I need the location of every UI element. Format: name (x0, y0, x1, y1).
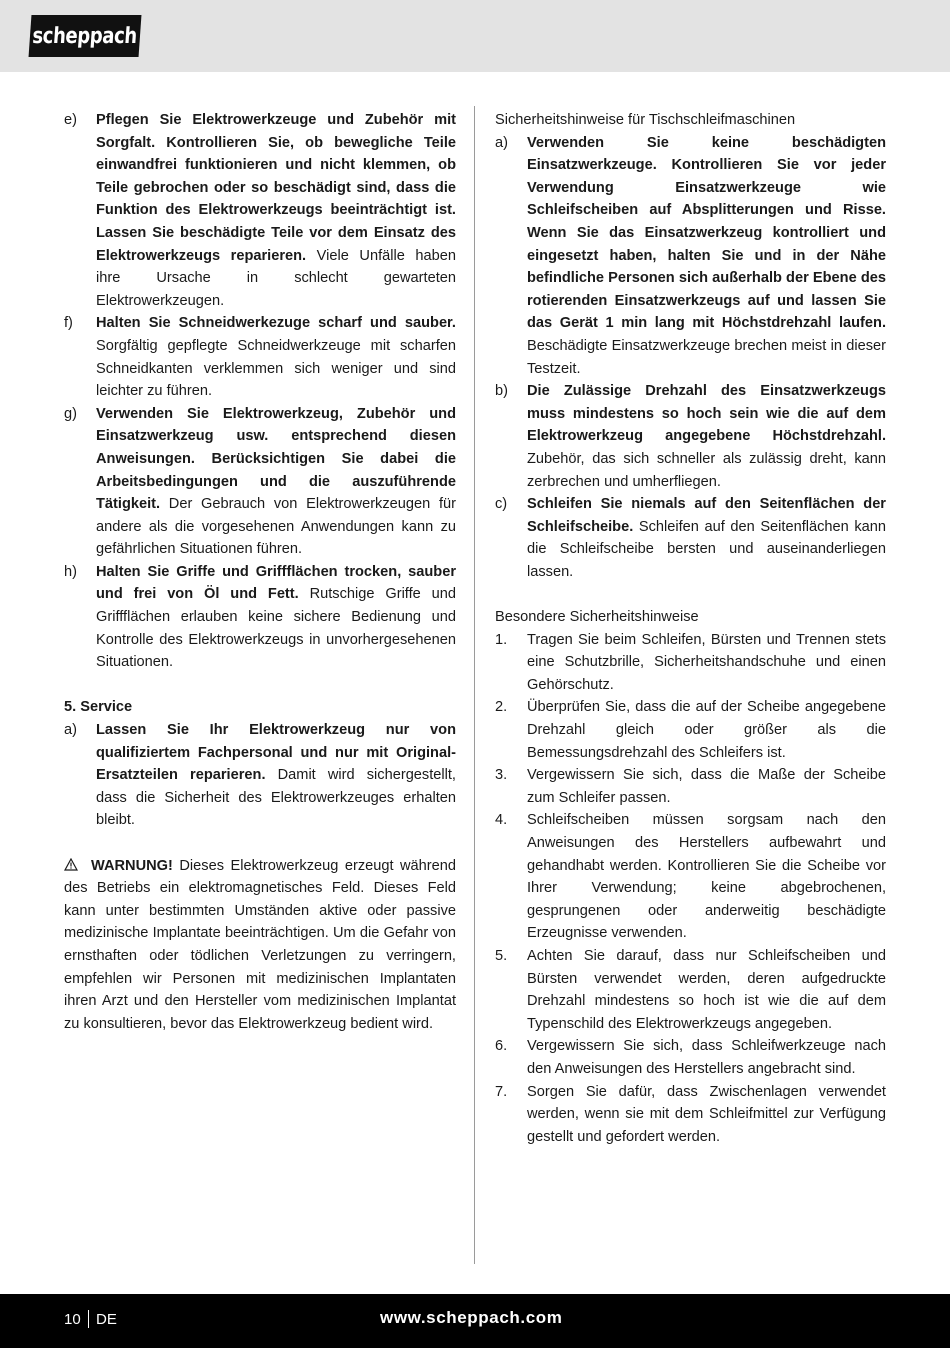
item-normal-text: Beschädigte Einsatzwerkzeuge brechen meist in dieser Testzeit. (527, 337, 886, 377)
item-normal-text: Zubehör, das sich schneller als zulässig dreht, kann zerbrechen und umherfliegen. (527, 450, 886, 490)
item-bold-text: Halten Sie Schneidwerkezuge scharf und sauber. (96, 315, 456, 332)
item-number: 6. (495, 1038, 508, 1055)
page-number: 10 (64, 1311, 81, 1328)
item-normal-text: Der Gebrauch von Elektrowerkzeugen für andere als die vorgesehenen Anwendungen kann zu gefährlichen Situationen führen. (96, 496, 456, 558)
item-text (527, 380, 886, 493)
item-normal-text: Viele Unfälle haben ihre Ursache in schlecht gewarteten Elektrowerkzeugen. (96, 247, 456, 309)
column-divider (474, 106, 475, 1264)
item-text: Schleifscheiben müssen sorgsam nach den Anweisungen des Herstellers aufbewahrt und gehandhabt werden. Kontrollieren Sie die Scheibe vor Ihrer Verwendung; keine abgebrochenen, gesprungenen oder anderweitig beschädigte Erzeugnisse verwenden. (527, 812, 886, 942)
item-bold-text: Schleifen Sie niemals auf den Seitenflächen der Schleifscheibe. (527, 496, 886, 535)
list-item-service-a (64, 719, 456, 832)
logo-text: scheppach (31, 23, 139, 49)
numbered-item-4 (495, 809, 886, 945)
section-heading-besondere: Besondere Sicherheitshinweise (495, 609, 699, 626)
list-item-h (64, 561, 456, 674)
item-text: Überprüfen Sie, dass die auf der Scheibe angegebene Drehzahl gleich oder größer als die Bemessungsdrehzahl des Schleifers ist. (527, 699, 886, 761)
item-normal-text: Damit wird sichergestellt, dass die Sicherheit des Elektrowerkzeuges erhalten bleibt. (96, 767, 456, 829)
item-bold-text: Lassen Sie Ihr Elektrowerkzeug nur von qualifiziertem Fachpersonal und nur mit Original-Ersatzteilen reparieren. (96, 722, 456, 784)
numbered-item-6 (495, 1035, 886, 1080)
footer-bar (0, 1294, 950, 1348)
brand-logo (29, 15, 142, 57)
right-column (495, 109, 886, 1148)
item-number: 3. (495, 767, 508, 784)
item-text: Vergewissern Sie sich, dass Schleifwerkzeuge nach den Anweisungen des Herstellers angebracht sind. (527, 1038, 886, 1077)
website-link[interactable]: www.scheppach.com (380, 1308, 563, 1327)
list-item-f (64, 312, 456, 402)
warning-triangle-icon (64, 858, 78, 871)
item-bold-text: Verwenden Sie Elektrowerkzeug, Zubehör und Einsatzwerkzeug usw. entsprechend diesen Anweisungen. Berücksichtigen Sie dabei die Arbeitsbedingungen und die auszuführende Tätigkeit. (96, 405, 456, 513)
numbered-item-7 (495, 1081, 886, 1149)
item-bold-text: Die Zulässige Drehzahl des Einsatzwerkzeugs muss mindestens so hoch sein wie die auf dem Elektrowerkzeug angegebene Höchstdrehzahl. (527, 383, 886, 445)
warning-label: WARNUNG! (91, 857, 173, 874)
item-number: 5. (495, 947, 508, 964)
item-label: h) (64, 563, 77, 580)
service-heading: 5. Service (64, 699, 133, 716)
item-normal-text: Rutschige Griffe und Griffflächen erlauben keine sichere Bedienung und Kontrolle des Elektrowerkzeugs in unvorhergesehenen Situationen. (96, 586, 456, 671)
item-label: b) (495, 383, 508, 400)
spacer (64, 674, 456, 697)
item-text: Vergewissern Sie sich, dass die Maße der Scheibe zum Schleifer passen. (527, 767, 886, 806)
item-text (96, 719, 456, 832)
item-bold-text: Halten Sie Griffe und Griffflächen trocken, sauber und frei von Öl und Fett. (96, 563, 456, 603)
numbered-item-3 (495, 764, 886, 809)
item-text (96, 561, 456, 674)
list-item-g (64, 403, 456, 561)
list-item-a (495, 132, 886, 381)
item-text (96, 403, 456, 561)
item-text (96, 109, 456, 312)
warning-text: Dieses Elektrowerkzeug erzeugt während des Betriebs ein elektromagnetisches Feld. Dieses Feld kann unter bestimmten Umständen aktive oder passive medizinische Implantate beeinträchtigen. Um die Gefahr von ernsthaften oder tödlichen Verletzungen zu verringern, empfehlen wir Personen mit medizinischen Implantaten ihren Arzt und den Hersteller vom medizinischen Implantat zu konsultieren, bevor das Elektrowerkzeug bedient wird. (64, 857, 456, 1032)
item-text (527, 493, 886, 583)
numbered-item-5 (495, 945, 886, 1035)
spacer (64, 832, 456, 855)
item-normal-text: Sorgfältig gepflegte Schneidwerkzeuge mit scharfen Schneidkanten verklemmen sich weniger und sind leichter zu führen. (96, 337, 456, 400)
item-text (96, 312, 456, 402)
header-bar (0, 0, 950, 72)
warning-paragraph (64, 855, 456, 1036)
item-text: Achten Sie darauf, dass nur Schleifscheiben und Bürsten verwendet werden, deren aufgedruckte Drehzahl mindestens so hoch ist wie die auf dem Typenschild des Elektrowerkzeugs angegeben. (527, 947, 886, 1032)
numbered-item-1 (495, 629, 886, 697)
section-heading-tischschleif: Sicherheitshinweise für Tischschleifmaschinen (495, 112, 796, 128)
item-bold-text: Pflegen Sie Elektrowerkzeuge und Zubehör mit Sorgfalt. Kontrollieren Sie, ob bewegliche Teile einwandfrei funktionieren und nicht klemmen, ob Teile gebrochen oder so beschädigt sind, dass die Funktion des Elektrowerkzeugs beeinträchtigt ist. Lassen Sie beschädigte Teile vor dem Einsatz des Elektrowerkzeugs reparieren. (96, 112, 456, 264)
item-text (527, 132, 886, 381)
numbered-item-2 (495, 696, 886, 764)
item-number: 1. (495, 631, 508, 648)
list-item-b (495, 380, 886, 493)
item-number: 7. (495, 1083, 508, 1100)
spacer (495, 583, 886, 606)
item-label: a) (495, 134, 508, 151)
footer-separator (88, 1310, 89, 1328)
item-label: g) (64, 405, 77, 422)
language-code: DE (96, 1311, 117, 1328)
item-normal-text: Schleifen auf den Seitenflächen kann die Schleifscheibe bersten und auseinanderliegen lassen. (527, 518, 886, 580)
item-text: Tragen Sie beim Schleifen, Bürsten und Trennen stets eine Schutzbrille, Sicherheitshandschuhe und einen Gehörschutz. (527, 631, 886, 693)
item-label: c) (495, 496, 508, 513)
left-column (64, 109, 456, 1035)
list-item-c (495, 493, 886, 583)
list-item-e (64, 109, 456, 312)
item-label: f) (64, 315, 73, 332)
item-number: 4. (495, 812, 508, 829)
item-label: e) (64, 112, 77, 128)
item-number: 2. (495, 699, 508, 716)
item-text: Sorgen Sie dafür, dass Zwischenlagen verwendet werden, wenn sie mit dem Schleifmittel zur Verfügung gestellt und gefordert werden. (527, 1083, 886, 1145)
item-bold-text: Verwenden Sie keine beschädigten Einsatzwerkzeuge. Kontrollieren Sie vor jeder Verwendung Einsatzwerkzeuge wie Schleifscheiben auf Absplitterungen und Risse. Wenn Sie das Einsatzwerkzeug kontrolliert und eingesetzt haben, halten Sie und in der Nähe befindliche Personen sich außerhalb der Ebene des rotierenden Einsatzwerkzeugs auf und lassen Sie das Gerät 1 min lang mit Höchstdrehzahl laufen. (527, 134, 886, 332)
item-label: a) (64, 722, 77, 739)
